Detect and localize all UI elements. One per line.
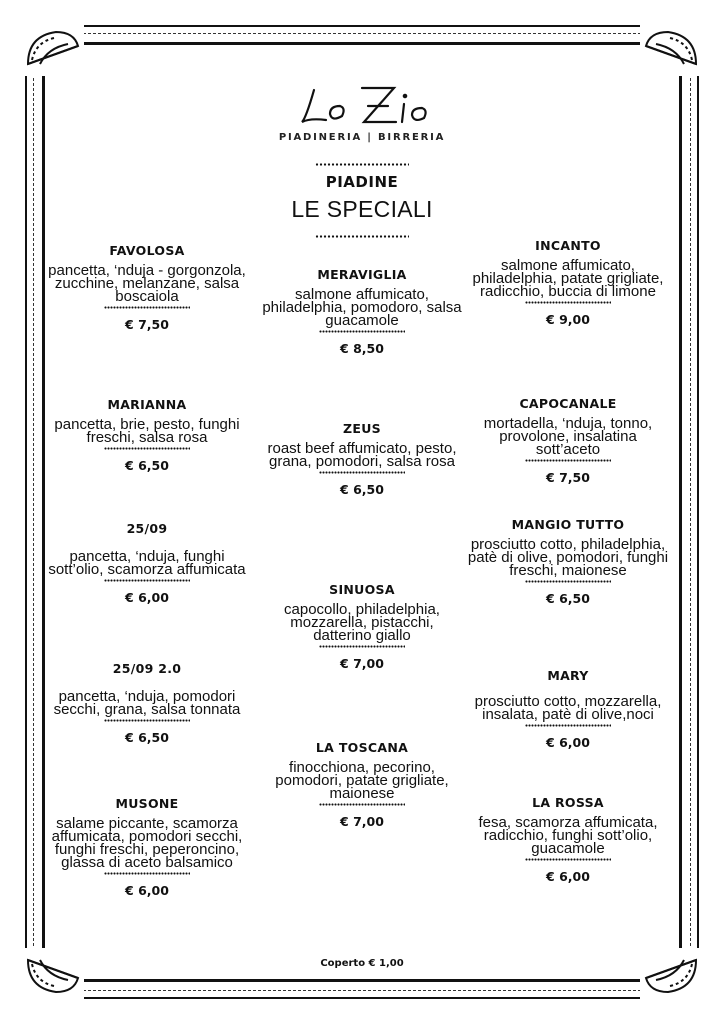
section-title: PIADINE — [325, 173, 399, 191]
item-divider — [104, 306, 190, 309]
item-price: € 6,00 — [546, 735, 590, 750]
brand-logo — [262, 78, 462, 130]
menu-item-incanto — [463, 238, 673, 327]
item-description: salame piccante, scamorza affumicata, pomodori secchi, funghi freschi, peperoncino, glassa di aceto balsamico — [51, 815, 243, 871]
menu-item-musone — [42, 796, 252, 898]
item-name: MARY — [547, 668, 589, 683]
item-price: € 7,00 — [340, 656, 384, 671]
item-description: roast beef affumicato, pesto, grana, pomodori, salsa rosa — [267, 440, 457, 470]
cover-charge: Coperto € 1,00 — [320, 958, 404, 969]
item-divider — [319, 471, 405, 474]
item-divider — [525, 858, 611, 861]
taco-icon — [20, 24, 84, 76]
item-divider — [104, 872, 190, 875]
header-divider-bottom — [315, 235, 409, 238]
item-name: ZEUS — [343, 421, 381, 436]
item-divider — [104, 579, 190, 582]
item-name: MARIANNA — [107, 397, 187, 412]
item-name: MANGIO TUTTO — [511, 517, 625, 532]
item-name: 25/09 — [126, 521, 168, 536]
taco-icon — [640, 24, 704, 76]
menu-item-mary — [463, 668, 673, 750]
item-description: mortadella, ‘nduja, tonno, provolone, insalatina sott’aceto — [483, 415, 653, 458]
menu-item-meraviglia — [257, 267, 467, 356]
item-divider — [525, 459, 611, 462]
item-price: € 7,50 — [125, 317, 169, 332]
header-divider-top — [315, 163, 409, 166]
item-description: salmone affumicato, philadelphia, patate grigliate, radicchio, buccia di limone — [472, 257, 664, 300]
taco-icon — [640, 948, 704, 1000]
item-price: € 6,50 — [340, 482, 384, 497]
item-description: capocollo, philadelphia, mozzarella, pistacchi, datterino giallo — [284, 601, 440, 644]
menu-item-capocanale — [463, 396, 673, 485]
menu-item-zeus — [257, 421, 467, 497]
taco-icon — [20, 948, 84, 1000]
item-price: € 6,00 — [125, 590, 169, 605]
item-name: LA ROSSA — [532, 795, 604, 810]
item-divider — [104, 447, 190, 450]
item-description: fesa, scamorza affumicata, radicchio, funghi sott’olio, guacamole — [478, 814, 658, 857]
item-name: 25/09 2.0 — [112, 661, 182, 676]
item-price: € 6,50 — [125, 730, 169, 745]
item-divider — [525, 724, 611, 727]
item-name: FAVOLOSA — [109, 243, 185, 258]
item-name: MUSONE — [115, 796, 179, 811]
item-price: € 7,50 — [546, 470, 590, 485]
item-description: prosciutto cotto, philadelphia, patè di olive, pomodori, funghi freschi, maionese — [467, 536, 669, 579]
item-divider — [319, 803, 405, 806]
item-name: CAPOCANALE — [519, 396, 617, 411]
item-price: € 8,50 — [340, 341, 384, 356]
item-divider — [319, 645, 405, 648]
menu-item-favolosa — [42, 243, 252, 332]
section-subtitle: LE SPECIALI — [291, 196, 433, 222]
item-name: MERAVIGLIA — [317, 267, 407, 282]
menu-item-25-09-2-0 — [42, 661, 252, 745]
item-price: € 6,00 — [546, 869, 590, 884]
item-price: € 6,00 — [125, 883, 169, 898]
item-description: pancetta, ‘nduja, pomodori secchi, grana, salsa tonnata — [53, 688, 241, 718]
item-description: prosciutto cotto, mozzarella, insalata, patè di olive,noci — [474, 693, 662, 723]
tagline: PIADINERIA | BIRRERIA — [278, 132, 446, 143]
item-divider — [319, 330, 405, 333]
item-description: pancetta, brie, pesto, funghi freschi, salsa rosa — [54, 416, 240, 446]
item-description: finocchiona, pecorino, pomodori, patate grigliate, maionese — [275, 759, 449, 802]
item-divider — [525, 580, 611, 583]
item-divider — [104, 719, 190, 722]
item-divider — [525, 301, 611, 304]
menu-item-mangio-tutto — [463, 517, 673, 606]
menu-item-la-toscana — [257, 740, 467, 829]
item-name: LA TOSCANA — [315, 740, 409, 755]
item-price: € 9,00 — [546, 312, 590, 327]
item-description: pancetta, ‘nduja, funghi sott’olio, scamorza affumicata — [48, 548, 246, 578]
item-name: SINUOSA — [329, 582, 395, 597]
item-price: € 7,00 — [340, 814, 384, 829]
item-description: pancetta, ‘nduja - gorgonzola, zucchine, melanzane, salsa boscaiola — [48, 262, 246, 305]
item-description: salmone affumicato, philadelphia, pomodoro, salsa guacamole — [262, 286, 462, 329]
item-name: INCANTO — [535, 238, 601, 253]
item-price: € 6,50 — [125, 458, 169, 473]
item-price: € 6,50 — [546, 591, 590, 606]
menu-item-marianna — [42, 397, 252, 473]
menu-item-la-rossa — [463, 795, 673, 884]
menu-item-25-09 — [42, 521, 252, 605]
menu-item-sinuosa — [257, 582, 467, 671]
